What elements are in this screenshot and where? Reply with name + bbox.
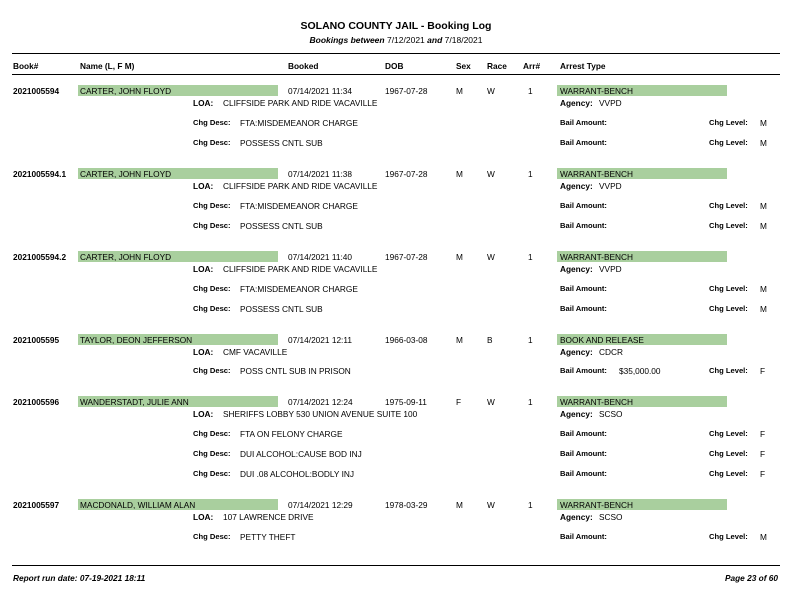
- subtitle-and: and: [427, 35, 443, 45]
- chg-desc-label: Chg Desc:: [193, 366, 231, 375]
- location-of-arrest: SHERIFFS LOBBY 530 UNION AVENUE SUITE 100: [223, 409, 418, 419]
- chg-desc-label: Chg Desc:: [193, 304, 231, 313]
- footer-rule: [12, 565, 780, 566]
- report-subtitle: [0, 35, 792, 45]
- loa-label: LOA:: [193, 347, 214, 357]
- book-number: 2021005594.2: [13, 252, 67, 262]
- arrest-type: BOOK AND RELEASE: [560, 335, 644, 345]
- bail-amount-label: Bail Amount:: [560, 118, 607, 127]
- bail-amount-label: Bail Amount:: [560, 429, 607, 438]
- sex-value: M: [456, 169, 463, 179]
- sex-value: M: [456, 252, 463, 262]
- loa-label: LOA:: [193, 98, 214, 108]
- booked-datetime: 07/14/2021 11:38: [288, 169, 352, 179]
- bail-amount-label: Bail Amount:: [560, 304, 607, 313]
- agency-label: Agency:: [560, 181, 593, 191]
- chg-level-label: Chg Level:: [709, 201, 748, 210]
- agency-label: Agency:: [560, 264, 593, 274]
- report-run-date: Report run date: 07-19-2021 18:11: [13, 573, 146, 583]
- col-header-booked: Booked: [288, 61, 319, 71]
- date-of-birth: 1975-09-11: [385, 397, 427, 407]
- charge-description: POSSESS CNTL SUB: [240, 138, 323, 148]
- booked-datetime: 07/14/2021 11:40: [288, 252, 352, 262]
- date-of-birth: 1978-03-29: [385, 500, 428, 510]
- location-of-arrest: 107 LAWRENCE DRIVE: [223, 512, 314, 522]
- chg-level-label: Chg Level:: [709, 304, 748, 313]
- bail-amount: $35,000.00: [619, 366, 661, 376]
- location-of-arrest: CLIFFSIDE PARK AND RIDE VACAVILLE: [223, 98, 378, 108]
- arrest-type: WARRANT-BENCH: [560, 252, 633, 262]
- race-value: W: [487, 252, 495, 262]
- inmate-name: TAYLOR, DEON JEFFERSON: [80, 335, 193, 345]
- charge-level: M: [760, 138, 767, 148]
- bail-amount-label: Bail Amount:: [560, 449, 607, 458]
- charge-description: DUI .08 ALCOHOL:BODLY INJ: [240, 469, 355, 479]
- chg-desc-label: Chg Desc:: [193, 221, 231, 230]
- col-header-arrest-type: Arrest Type: [560, 61, 606, 71]
- end-date: 7/18/2021: [444, 35, 483, 45]
- agency-label: Agency:: [560, 347, 593, 357]
- book-number: 2021005597: [13, 500, 60, 510]
- chg-desc-label: Chg Desc:: [193, 138, 231, 147]
- arrest-type: WARRANT-BENCH: [560, 86, 633, 96]
- agency-value: CDCR: [599, 347, 623, 357]
- charge-level: M: [760, 532, 767, 542]
- sex-value: M: [456, 335, 463, 345]
- charge-description: POSSESS CNTL SUB: [240, 221, 323, 231]
- charge-description: FTA:MISDEMEANOR CHARGE: [240, 284, 358, 294]
- race-value: W: [487, 500, 495, 510]
- agency-label: Agency:: [560, 409, 593, 419]
- charge-description: FTA:MISDEMEANOR CHARGE: [240, 201, 358, 211]
- chg-desc-label: Chg Desc:: [193, 449, 231, 458]
- chg-level-label: Chg Level:: [709, 284, 748, 293]
- page-number: Page 23 of 60: [724, 573, 778, 583]
- arrest-number: 1: [528, 335, 533, 345]
- charge-description: POSSESS CNTL SUB: [240, 304, 323, 314]
- charge-level: M: [760, 304, 767, 314]
- sex-value: F: [456, 397, 462, 407]
- inmate-name: CARTER, JOHN FLOYD: [80, 86, 172, 96]
- start-date: 7/12/2021: [386, 35, 425, 45]
- charge-level: M: [760, 284, 767, 294]
- col-header-dob: DOB: [385, 61, 404, 71]
- booked-datetime: 07/14/2021 12:11: [288, 335, 352, 345]
- bail-amount-label: Bail Amount:: [560, 284, 607, 293]
- charge-description: POSS CNTL SUB IN PRISON: [240, 366, 351, 376]
- date-of-birth: 1967-07-28: [385, 252, 428, 262]
- date-of-birth: 1966-03-08: [385, 335, 428, 345]
- col-header-race: Race: [487, 61, 507, 71]
- agency-value: VVPD: [599, 181, 622, 191]
- col-header-book: Book#: [13, 61, 39, 71]
- booked-datetime: 07/14/2021 12:24: [288, 397, 353, 407]
- chg-desc-label: Chg Desc:: [193, 118, 231, 127]
- charge-description: PETTY THEFT: [240, 532, 296, 542]
- bail-amount-label: Bail Amount:: [560, 366, 607, 375]
- charge-level: F: [760, 449, 766, 459]
- bail-amount-label: Bail Amount:: [560, 138, 607, 147]
- charge-level: M: [760, 118, 767, 128]
- race-value: W: [487, 397, 495, 407]
- chg-level-label: Chg Level:: [709, 138, 748, 147]
- sex-value: M: [456, 86, 463, 96]
- race-value: W: [487, 169, 495, 179]
- book-number: 2021005594: [13, 86, 60, 96]
- location-of-arrest: CLIFFSIDE PARK AND RIDE VACAVILLE: [223, 181, 378, 191]
- charge-level: F: [760, 429, 766, 439]
- date-of-birth: 1967-07-28: [385, 169, 428, 179]
- book-number: 2021005595: [13, 335, 60, 345]
- agency-value: VVPD: [599, 98, 622, 108]
- arrest-type: WARRANT-BENCH: [560, 500, 633, 510]
- booked-datetime: 07/14/2021 12:29: [288, 500, 353, 510]
- arrest-number: 1: [528, 397, 533, 407]
- date-of-birth: 1967-07-28: [385, 86, 428, 96]
- arrest-number: 1: [528, 500, 533, 510]
- agency-label: Agency:: [560, 98, 593, 108]
- arrest-number: 1: [528, 252, 533, 262]
- arrest-number: 1: [528, 169, 533, 179]
- book-number: 2021005594.1: [13, 169, 67, 179]
- chg-desc-label: Chg Desc:: [193, 429, 231, 438]
- agency-value: VVPD: [599, 264, 622, 274]
- chg-level-label: Chg Level:: [709, 366, 748, 375]
- inmate-name: WANDERSTADT, JULIE ANN: [80, 397, 189, 407]
- booked-datetime: 07/14/2021 11:34: [288, 86, 352, 96]
- chg-level-label: Chg Level:: [709, 449, 748, 458]
- race-value: W: [487, 86, 495, 96]
- loa-label: LOA:: [193, 181, 214, 191]
- arrest-number: 1: [528, 86, 533, 96]
- bail-amount-label: Bail Amount:: [560, 201, 607, 210]
- charge-description: DUI ALCOHOL:CAUSE BOD INJ: [240, 449, 362, 459]
- charge-level: M: [760, 201, 767, 211]
- agency-label: Agency:: [560, 512, 593, 522]
- book-number: 2021005596: [13, 397, 60, 407]
- chg-level-label: Chg Level:: [709, 429, 748, 438]
- charge-description: FTA ON FELONY CHARGE: [240, 429, 343, 439]
- report-title: SOLANO COUNTY JAIL - Booking Log: [300, 20, 492, 32]
- header-rule: [12, 53, 780, 54]
- chg-desc-label: Chg Desc:: [193, 532, 231, 541]
- chg-desc-label: Chg Desc:: [193, 469, 231, 478]
- chg-level-label: Chg Level:: [709, 469, 748, 478]
- charge-description: FTA:MISDEMEANOR CHARGE: [240, 118, 358, 128]
- bail-amount-label: Bail Amount:: [560, 469, 607, 478]
- col-header-arr: Arr#: [523, 61, 541, 71]
- charge-level: F: [760, 366, 766, 376]
- race-value: B: [487, 335, 493, 345]
- sex-value: M: [456, 500, 463, 510]
- loa-label: LOA:: [193, 264, 214, 274]
- col-header-name: Name (L, F M): [80, 61, 135, 71]
- inmate-name: CARTER, JOHN FLOYD: [80, 169, 172, 179]
- chg-level-label: Chg Level:: [709, 532, 748, 541]
- col-header-sex: Sex: [456, 61, 471, 71]
- arrest-type: WARRANT-BENCH: [560, 169, 633, 179]
- chg-desc-label: Chg Desc:: [193, 201, 231, 210]
- loa-label: LOA:: [193, 512, 214, 522]
- charge-level: F: [760, 469, 766, 479]
- bail-amount-label: Bail Amount:: [560, 532, 607, 541]
- location-of-arrest: CMF VACAVILLE: [223, 347, 288, 357]
- chg-desc-label: Chg Desc:: [193, 284, 231, 293]
- column-header-rule: [12, 74, 780, 75]
- chg-level-label: Chg Level:: [709, 221, 748, 230]
- subtitle-prefix: Bookings between: [309, 35, 385, 45]
- agency-value: SCSO: [599, 409, 623, 419]
- charge-level: M: [760, 221, 767, 231]
- location-of-arrest: CLIFFSIDE PARK AND RIDE VACAVILLE: [223, 264, 378, 274]
- bail-amount-label: Bail Amount:: [560, 221, 607, 230]
- agency-value: SCSO: [599, 512, 623, 522]
- inmate-name: CARTER, JOHN FLOYD: [80, 252, 172, 262]
- arrest-type: WARRANT-BENCH: [560, 397, 633, 407]
- chg-level-label: Chg Level:: [709, 118, 748, 127]
- loa-label: LOA:: [193, 409, 214, 419]
- inmate-name: MACDONALD, WILLIAM ALAN: [80, 500, 196, 510]
